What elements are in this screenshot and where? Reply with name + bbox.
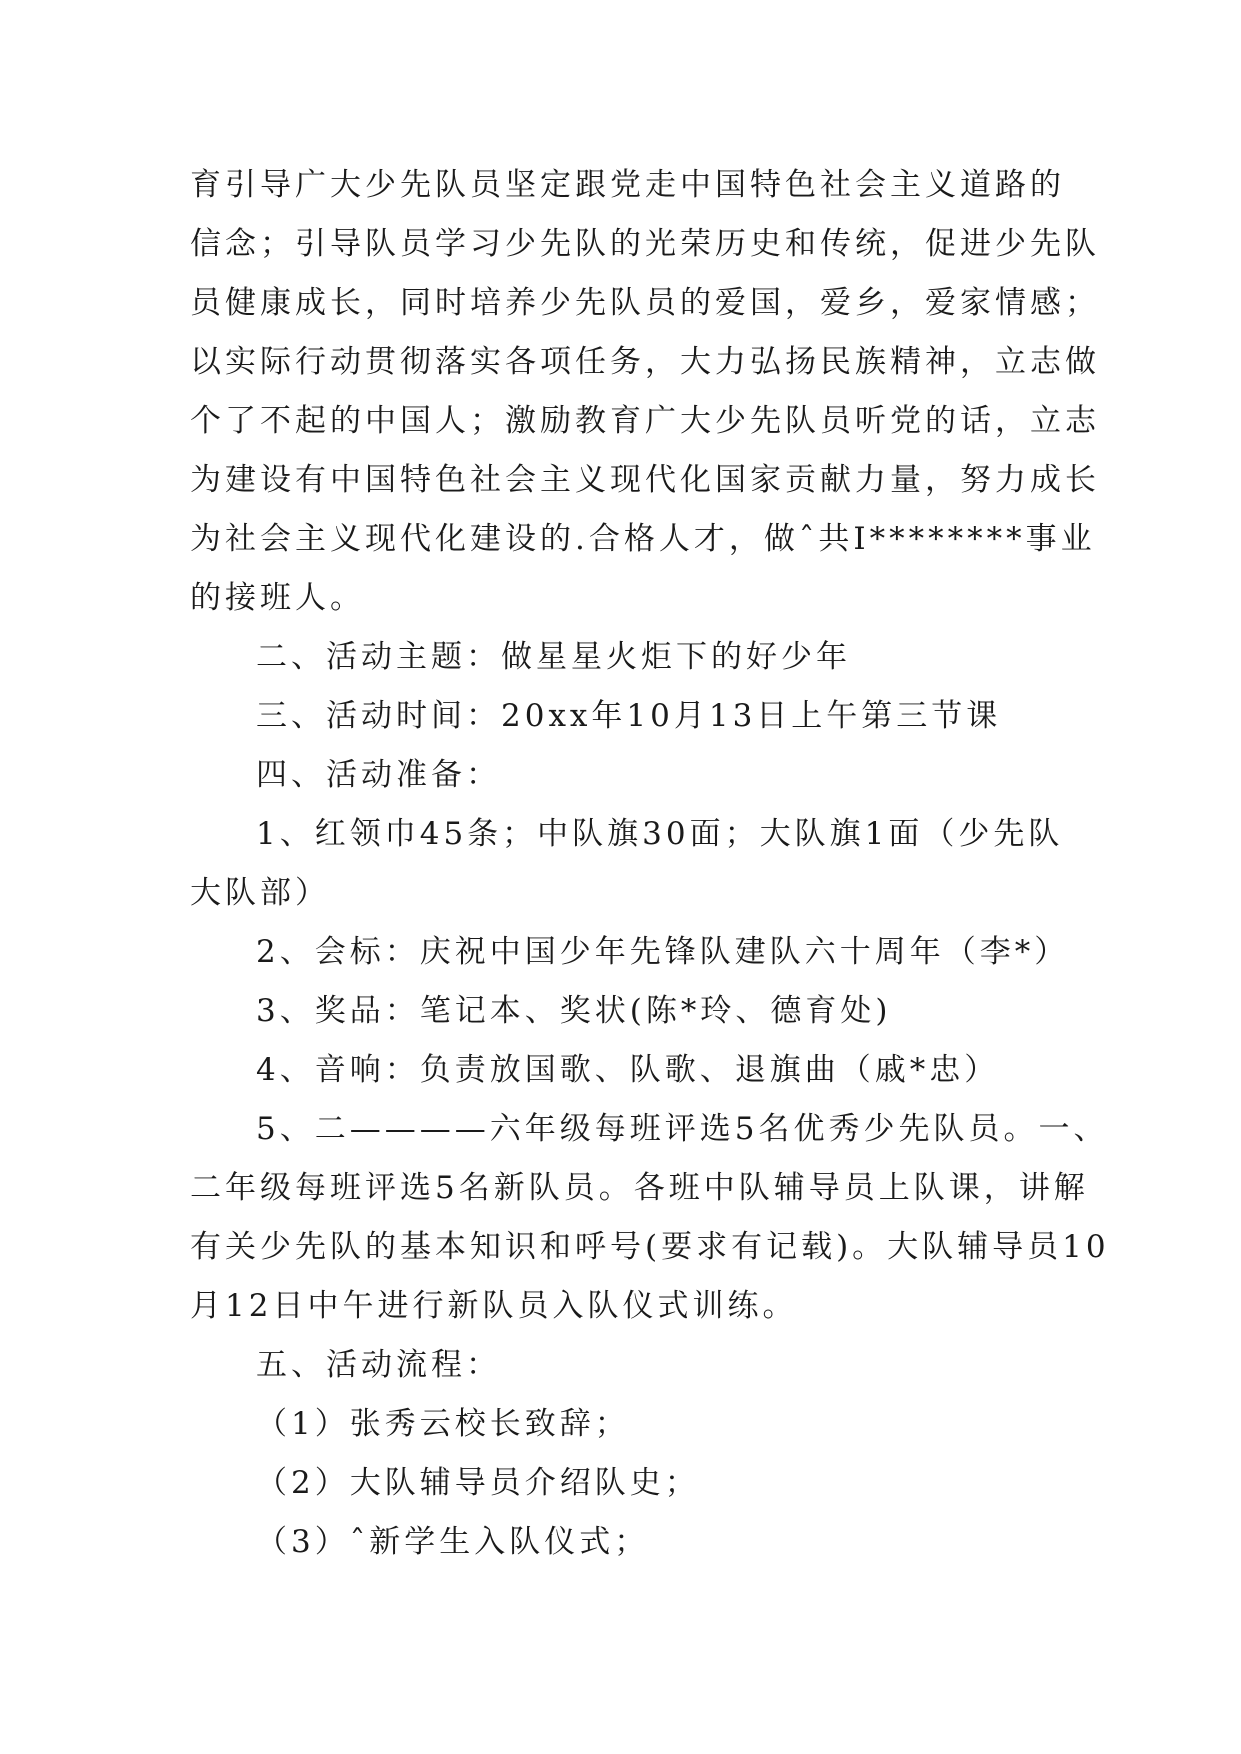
prep-item-5-cont: 有关少先队的基本知识和呼号(要求有记载)。大队辅导员10 [190,1229,1110,1265]
paragraph-line: 个了不起的中国人；激励教育广大少先队员听党的话，立志 [190,403,1100,439]
flow-item-1: （1）张秀云校长致辞； [256,1406,630,1442]
prep-item-3: 3、奖品：笔记本、奖状(陈*玲、德育处) [256,993,892,1029]
document-page [190,156,1110,1572]
flow-item-3: （3）ˆ新学生入队仪式； [256,1524,650,1560]
prep-item-1: 1、红领巾45条；中队旗30面；大队旗1面（少先队 [256,816,1064,852]
paragraph-line: 以实际行动贯彻落实各项任务，大力弘扬民族精神，立志做 [190,344,1100,380]
paragraph-line: 为社会主义现代化建设的.合格人才，做ˆ共I********事业 [190,521,1096,557]
prep-item-5-cont: 月12日中午进行新队员入队仪式训练。 [190,1288,798,1324]
section-theme: 二、活动主题：做星星火炬下的好少年 [256,639,851,675]
prep-item-1-cont: 大队部） [190,875,330,911]
section-prep-heading: 四、活动准备： [256,757,501,793]
paragraph-line: 的接班人。 [190,580,365,616]
section-flow-heading: 五、活动流程： [256,1347,501,1383]
paragraph-line: 员健康成长，同时培养少先队员的爱国，爱乡，爱家情感； [190,285,1100,321]
prep-item-5-cont: 二年级每班评选5名新队员。各班中队辅导员上队课，讲解 [190,1170,1089,1206]
prep-item-4: 4、音响：负责放国歌、队歌、退旗曲（戚*忠） [256,1052,1000,1088]
paragraph-line: 信念；引导队员学习少先队的光荣历史和传统，促进少先队 [190,226,1100,262]
section-time: 三、活动时间：20xx年10月13日上午第三节课 [256,698,1002,734]
paragraph-line: 为建设有中国特色社会主义现代化国家贡献力量，努力成长 [190,462,1100,498]
paragraph-line: 育引导广大少先队员坚定跟党走中国特色社会主义道路的 [190,167,1065,203]
flow-item-2: （2）大队辅导员介绍队史； [256,1465,700,1501]
prep-item-5: 5、二————六年级每班评选5名优秀少先队员。一、 [256,1111,1109,1147]
prep-item-2: 2、会标：庆祝中国少年先锋队建队六十周年（李*） [256,934,1070,970]
